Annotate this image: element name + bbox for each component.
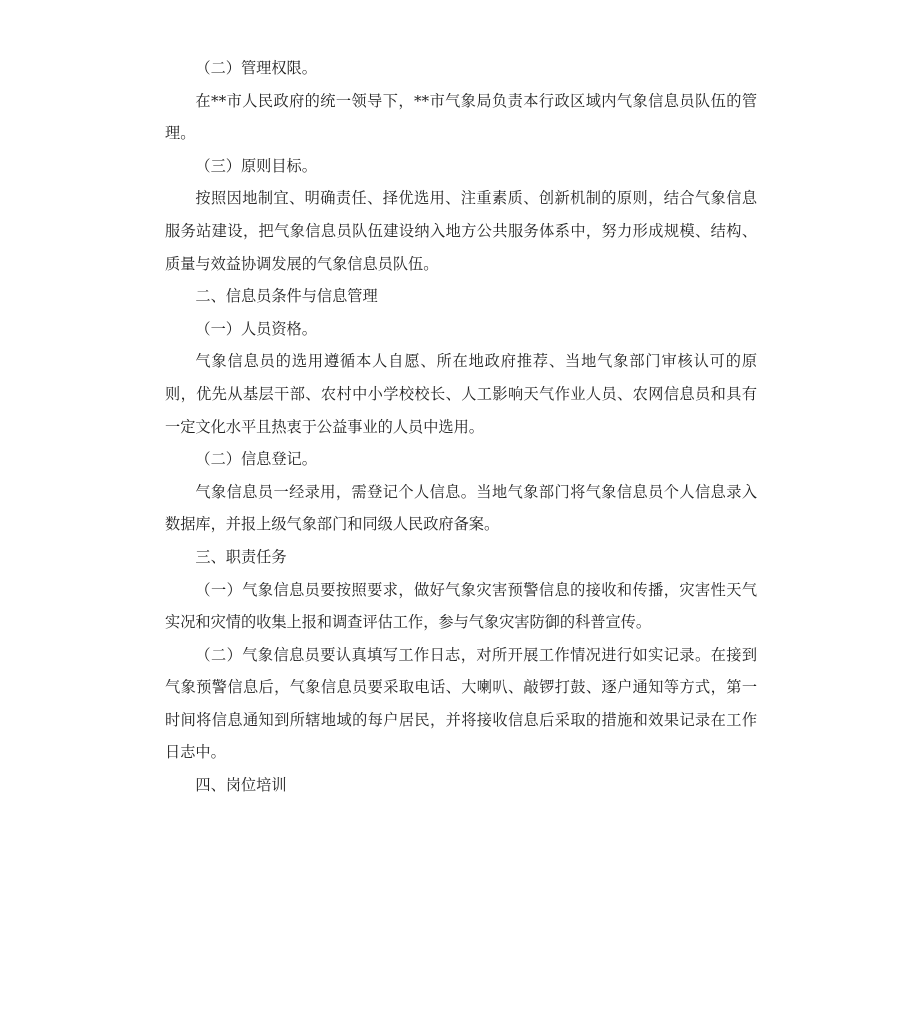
chapter-heading-training: 四、岗位培训: [195, 776, 287, 795]
paragraph-duty-1: （一）气象信息员要按照要求，做好气象灾害预警信息的接收和传播，灾害性天气实况和灾情的收集上报和调查评估工作，参与气象灾害防御的科普宣传。: [165, 580, 757, 632]
section-heading-principles-goals: （三）原则目标。: [195, 156, 317, 175]
chapter-heading-duties: 三、职责任务: [195, 547, 287, 566]
paragraph-management-authority: 在**市人民政府的统一领导下，**市气象局负责本行政区域内气象信息员队伍的管理。: [165, 91, 757, 143]
chapter-heading-conditions: 二、信息员条件与信息管理: [195, 287, 378, 306]
paragraph-principles-goals: 按照因地制宜、明确责任、择优选用、注重素质、创新机制的原则，结合气象信息服务站建设，把气象信息员队伍建设纳入地方公共服务体系中，努力形成规模、结构、质量与效益协调发展的气象信息员队伍。: [165, 189, 757, 273]
section-heading-qualifications: （一）人员资格。: [195, 319, 317, 338]
section-heading-management-authority: （二）管理权限。: [195, 59, 317, 77]
section-heading-registration: （二）信息登记。: [195, 450, 317, 469]
document-body: [165, 52, 757, 802]
paragraph-registration: 气象信息员一经录用，需登记个人信息。当地气象部门将气象信息员个人信息录入数据库，并报上级气象部门和同级人民政府备案。: [165, 482, 757, 534]
paragraph-duty-2: （二）气象信息员要认真填写工作日志，对所开展工作情况进行如实记录。在接到气象预警信息后，气象信息员要采取电话、大喇叭、敲锣打鼓、逐户通知等方式，第一时间将信息通知到所辖地域的每户居民，并将接收信息后采取的措施和效果记录在工作日志中。: [165, 645, 757, 762]
paragraph-qualifications: 气象信息员的选用遵循本人自愿、所在地政府推荐、当地气象部门审核认可的原则，优先从基层干部、农村中小学校校长、人工影响天气作业人员、农网信息员和具有一定文化水平且热衷于公益事业的人员中选用。: [165, 352, 757, 436]
